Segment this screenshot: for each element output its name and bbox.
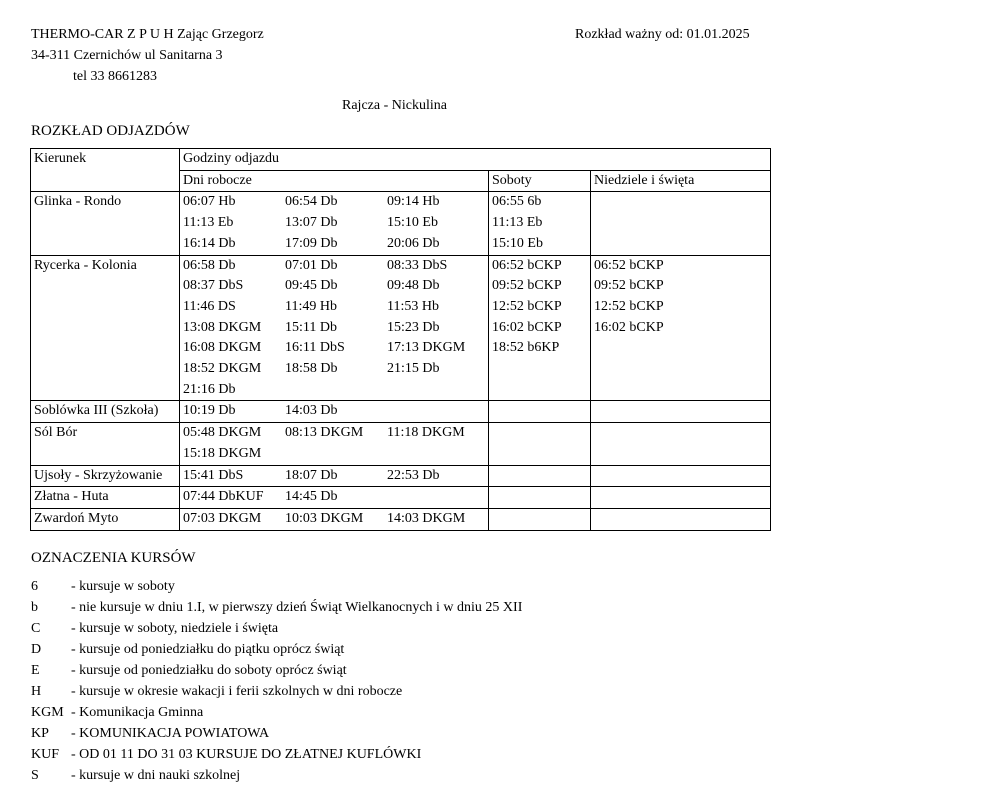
departure-time: 16:11 DbS bbox=[285, 340, 345, 356]
weekday-times-cell bbox=[180, 423, 489, 465]
legend-description: - kursuje w soboty, niedziele i święta bbox=[71, 621, 279, 636]
table-row bbox=[31, 465, 771, 487]
departure-time: 08:33 DbS bbox=[387, 257, 448, 273]
header-row-1 bbox=[31, 149, 771, 171]
legend-description: - OD 01 11 DO 31 03 KURSUJE DO ZŁATNEJ KUFLÓWKI bbox=[71, 747, 422, 762]
legend-description: - KOMUNIKACJA POWIATOWA bbox=[71, 726, 270, 741]
legend-code: KUF bbox=[31, 747, 60, 762]
legend-description: - kursuje w soboty bbox=[71, 579, 175, 594]
departure-time: 07:44 DbKUF bbox=[183, 489, 264, 505]
departure-time: 18:52 DKGM bbox=[183, 361, 262, 377]
departure-time: 11:18 DKGM bbox=[387, 425, 465, 441]
direction-cell: Ujsoły - Skrzyżowanie bbox=[31, 465, 180, 487]
table-row bbox=[31, 192, 771, 255]
departure-time: 09:48 Db bbox=[387, 278, 440, 294]
table-row bbox=[31, 423, 771, 465]
sunday-times-cell bbox=[591, 465, 771, 487]
header-direction: Kierunek bbox=[31, 149, 180, 192]
departure-time: 16:08 DKGM bbox=[183, 340, 262, 356]
departure-time: 15:11 Db bbox=[285, 319, 337, 335]
departure-time: 16:14 Db bbox=[183, 235, 236, 251]
departure-time: 15:10 Eb bbox=[492, 235, 543, 251]
departure-time: 14:45 Db bbox=[285, 489, 338, 505]
company-address: 34-311 Czernichów ul Sanitarna 3 bbox=[31, 48, 223, 63]
sunday-times-cell bbox=[591, 401, 771, 423]
legend-code: H bbox=[31, 684, 42, 699]
saturday-times-cell bbox=[489, 487, 591, 509]
departure-time: 10:03 DKGM bbox=[285, 510, 364, 526]
saturday-times-cell bbox=[489, 401, 591, 423]
departure-time: 06:07 Hb bbox=[183, 194, 236, 210]
legend-code: E bbox=[31, 663, 40, 678]
valid-from-date: Rozkład ważny od: 01.01.2025 bbox=[575, 27, 750, 42]
departure-time: 09:52 bCKP bbox=[594, 278, 664, 294]
departure-time: 16:02 bCKP bbox=[594, 319, 664, 335]
company-name: THERMO-CAR Z P U H Zając Grzegorz bbox=[31, 27, 264, 42]
departure-time: 09:52 bCKP bbox=[492, 278, 562, 294]
weekday-times-cell bbox=[180, 487, 489, 509]
legend-code: KGM bbox=[31, 705, 64, 720]
departure-time: 21:15 Db bbox=[387, 361, 440, 377]
direction-cell: Glinka - Rondo bbox=[31, 192, 180, 255]
direction-cell: Rycerka - Kolonia bbox=[31, 255, 180, 401]
departure-time: 08:37 DbS bbox=[183, 278, 244, 294]
departure-time: 09:45 Db bbox=[285, 278, 338, 294]
departure-time: 15:23 Db bbox=[387, 319, 440, 335]
direction-cell: Zwardoń Myto bbox=[31, 508, 180, 530]
legend-code: C bbox=[31, 621, 41, 636]
departure-time: 13:07 Db bbox=[285, 215, 338, 231]
legend-code: D bbox=[31, 642, 42, 657]
departure-time: 15:41 DbS bbox=[183, 467, 244, 483]
departure-time: 12:52 bCKP bbox=[594, 298, 664, 314]
legend-description: - nie kursuje w dniu 1.I, w pierwszy dzień Świąt Wielkanocnych i w dniu 25 XII bbox=[71, 600, 523, 615]
weekday-times-cell bbox=[180, 255, 489, 401]
legend-description: - kursuje w okresie wakacji i ferii szkolnych w dni robocze bbox=[71, 684, 403, 699]
departure-time: 07:03 DKGM bbox=[183, 510, 262, 526]
departure-time: 18:58 Db bbox=[285, 361, 338, 377]
departure-time: 06:54 Db bbox=[285, 194, 338, 210]
departure-time: 11:13 Eb bbox=[183, 215, 234, 231]
saturday-times-cell bbox=[489, 508, 591, 530]
weekday-times-cell bbox=[180, 401, 489, 423]
table-row bbox=[31, 255, 771, 401]
sunday-times-cell bbox=[591, 508, 771, 530]
direction-cell: Sól Bór bbox=[31, 423, 180, 465]
departure-time: 16:02 bCKP bbox=[492, 319, 562, 335]
legend-description: - kursuje w dni nauki szkolnej bbox=[71, 768, 241, 783]
departure-time: 18:07 Db bbox=[285, 467, 338, 483]
header-sundays: Niedziele i święta bbox=[591, 170, 771, 192]
header-weekdays: Dni robocze bbox=[180, 170, 489, 192]
departure-time: 14:03 Db bbox=[285, 403, 338, 419]
departure-time: 20:06 Db bbox=[387, 235, 440, 251]
legend-title: OZNACZENIA KURSÓW bbox=[31, 550, 196, 566]
departure-time: 18:52 b6KP bbox=[492, 340, 560, 356]
legend-description: - kursuje od poniedziałku do piątku oprócz świąt bbox=[71, 642, 345, 657]
table-row bbox=[31, 487, 771, 509]
departure-time: 09:14 Hb bbox=[387, 194, 440, 210]
sunday-times-cell bbox=[591, 487, 771, 509]
route-name: Rajcza - Nickulina bbox=[342, 98, 447, 113]
departure-time: 07:01 Db bbox=[285, 257, 338, 273]
header-hours: Godziny odjazdu bbox=[180, 149, 771, 171]
legend-code: KP bbox=[31, 726, 49, 741]
weekday-times-cell bbox=[180, 192, 489, 255]
saturday-times-cell bbox=[489, 192, 591, 255]
sunday-times-cell bbox=[591, 192, 771, 255]
weekday-times-cell bbox=[180, 508, 489, 530]
departure-time: 15:10 Eb bbox=[387, 215, 438, 231]
saturday-times-cell bbox=[489, 255, 591, 401]
departure-time: 14:03 DKGM bbox=[387, 510, 466, 526]
legend-code: b bbox=[31, 600, 38, 615]
table-row bbox=[31, 401, 771, 423]
legend-description: - Komunikacja Gminna bbox=[71, 705, 204, 720]
departure-time: 12:52 bCKP bbox=[492, 298, 562, 314]
departure-time: 06:52 bCKP bbox=[492, 257, 562, 273]
departure-time: 17:09 Db bbox=[285, 235, 338, 251]
departure-time: 06:58 Db bbox=[183, 257, 236, 273]
departure-time: 08:13 DKGM bbox=[285, 425, 364, 441]
table-row bbox=[31, 508, 771, 530]
weekday-times-cell bbox=[180, 465, 489, 487]
legend-code: S bbox=[31, 768, 39, 783]
legend-code: 6 bbox=[31, 579, 38, 594]
departure-time: 11:49 Hb bbox=[285, 298, 337, 314]
direction-cell: Soblówka III (Szkoła) bbox=[31, 401, 180, 423]
saturday-times-cell bbox=[489, 465, 591, 487]
sunday-times-cell bbox=[591, 423, 771, 465]
departure-time: 11:53 Hb bbox=[387, 298, 439, 314]
departure-time: 22:53 Db bbox=[387, 467, 440, 483]
company-phone: tel 33 8661283 bbox=[73, 69, 157, 84]
departure-time: 10:19 Db bbox=[183, 403, 236, 419]
departure-time: 15:18 DKGM bbox=[183, 445, 262, 461]
saturday-times-cell bbox=[489, 423, 591, 465]
departure-time: 05:48 DKGM bbox=[183, 425, 262, 441]
departure-time: 11:13 Eb bbox=[492, 215, 543, 231]
departure-time: 11:46 DS bbox=[183, 298, 236, 314]
legend-description: - kursuje od poniedziałku do soboty oprócz świąt bbox=[71, 663, 347, 678]
sunday-times-cell bbox=[591, 255, 771, 401]
section-title: ROZKŁAD ODJAZDÓW bbox=[31, 123, 190, 139]
departure-time: 06:55 6b bbox=[492, 194, 542, 210]
departure-time: 13:08 DKGM bbox=[183, 319, 262, 335]
departure-time: 21:16 Db bbox=[183, 381, 236, 397]
direction-cell: Złatna - Huta bbox=[31, 487, 180, 509]
departure-time: 17:13 DKGM bbox=[387, 340, 466, 356]
departure-time: 06:52 bCKP bbox=[594, 257, 664, 273]
header-saturdays: Soboty bbox=[489, 170, 591, 192]
timetable bbox=[30, 148, 771, 531]
